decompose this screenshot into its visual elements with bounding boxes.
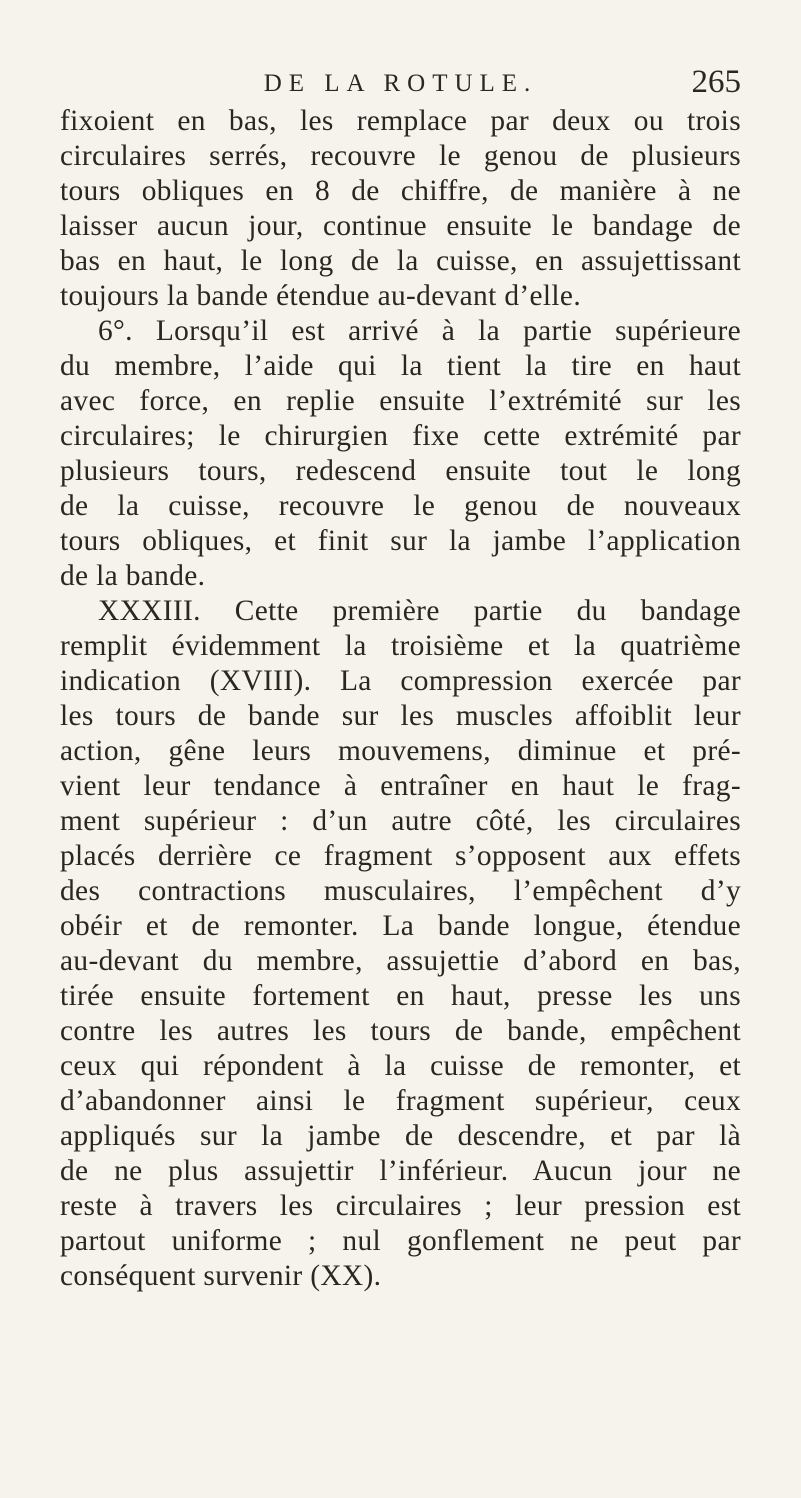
- text-line: obéir et de remonter. La bande longue, étendue: [60, 910, 741, 942]
- text-line: vient leur tendance à entraîner en haut le frag-: [60, 770, 741, 802]
- text-line: remplit évidemment la troisième et la quatrième: [60, 630, 741, 662]
- text-line: action, gêne leurs mouvemens, diminue et pré-: [60, 735, 741, 767]
- text-line: ceux qui répondent à la cuisse de remonter, et: [60, 1050, 741, 1082]
- text-line: reste à travers les circulaires ; leur pression est: [60, 1190, 741, 1222]
- paragraph-start-line: 6°. Lorsqu’il est arrivé à la partie supérieure: [98, 315, 741, 347]
- text-line: conséquent survenir (XX).: [60, 1260, 382, 1292]
- text-line: circulaires; le chirurgien fixe cette extrémité par: [60, 420, 741, 452]
- text-line: tours obliques en 8 de chiffre, de manière à ne: [60, 175, 741, 207]
- text-line: du membre, l’aide qui la tient la tire en haut: [60, 350, 741, 382]
- text-line: laisser aucun jour, continue ensuite le bandage de: [60, 210, 741, 242]
- text-line: au-devant du membre, assujettie d’abord en bas,: [60, 945, 741, 977]
- text-line: appliqués sur la jambe de descendre, et par là: [60, 1120, 741, 1152]
- text-line: placés derrière ce fragment s’opposent aux effets: [60, 840, 741, 872]
- text-line: tours obliques, et finit sur la jambe l’application: [60, 525, 741, 557]
- text-line: de la cuisse, recouvre le genou de nouveaux: [60, 490, 741, 522]
- text-line: indication (XVIII). La compression exercée par: [60, 665, 741, 697]
- text-line: circulaires serrés, recouvre le genou de plusieurs: [60, 140, 741, 172]
- text-line: contre les autres les tours de bande, empêchent: [60, 1015, 741, 1047]
- text-line: bas en haut, le long de la cuisse, en assujettissant: [60, 245, 741, 277]
- page-number: 265: [691, 64, 741, 100]
- text-line: plusieurs tours, redescend ensuite tout le long: [60, 455, 741, 487]
- text-line: de la bande.: [60, 560, 206, 592]
- body-text: [60, 104, 741, 1294]
- text-line: de ne plus assujettir l’inférieur. Aucun jour ne: [60, 1155, 741, 1187]
- text-line: tirée ensuite fortement en haut, presse les uns: [60, 980, 741, 1012]
- running-title: DE LA ROTULE.: [263, 70, 538, 97]
- text-line: les tours de bande sur les muscles affoiblit leur: [60, 700, 741, 732]
- text-line: avec force, en replie ensuite l’extrémité sur les: [60, 385, 741, 417]
- running-head: [60, 64, 741, 104]
- text-line: des contractions musculaires, l’empêchent d’y: [60, 875, 741, 907]
- text-line: toujours la bande étendue au-devant d’elle.: [60, 280, 582, 312]
- text-line: ment supérieur : d’un autre côté, les circulaires: [60, 805, 741, 837]
- paragraph-start-line: XXXIII. Cette première partie du bandage: [98, 595, 741, 627]
- text-line: d’abandonner ainsi le fragment supérieur, ceux: [60, 1085, 741, 1117]
- text-line: partout uniforme ; nul gonflement ne peut par: [60, 1225, 741, 1257]
- text-line: fixoient en bas, les remplace par deux ou trois: [60, 105, 741, 137]
